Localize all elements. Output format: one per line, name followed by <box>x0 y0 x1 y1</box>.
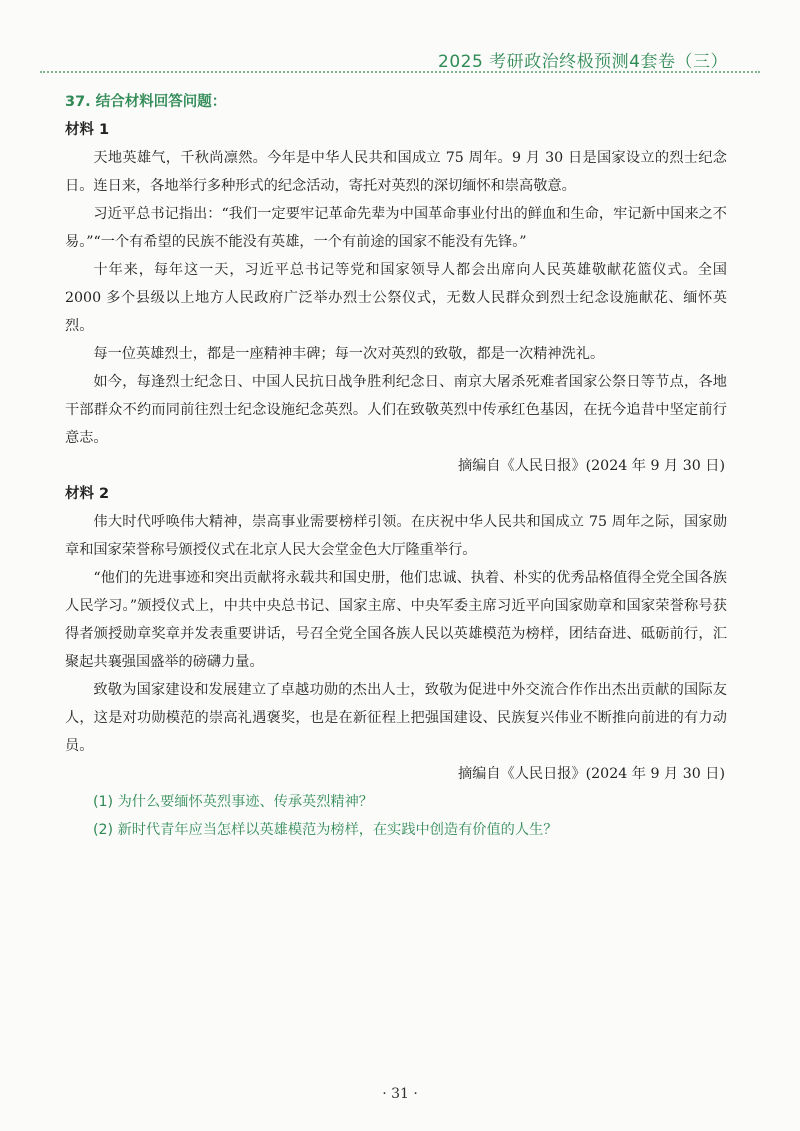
material-2-label: 材料 2 <box>65 486 110 502</box>
page-number: · 31 · <box>382 1086 418 1102</box>
header-title: 2025 考研政治终极预测4套卷（三） <box>438 52 728 72</box>
material-2-paragraph: 伟大时代呼唤伟大精神，崇高事业需要榜样引领。在庆祝中华人民共和国成立 75 周年之际，国家勋章和国家荣誉称号颁授仪式在北京人民大会堂金色大厅隆重举行。 <box>65 514 727 558</box>
material-2-source: 摘编自《人民日报》(2024 年 9 月 30 日) <box>457 766 725 782</box>
sub-question-1: (1) 为什么要缅怀英烈事迹、传承英烈精神？ <box>93 794 373 810</box>
material-1-paragraph: 天地英雄气，千秋尚凛然。今年是中华人民共和国成立 75 周年。9 月 30 日是国家设立的烈士纪念日。连日来，各地举行多种形式的纪念活动，寄托对英烈的深切缅怀和崇高敬意。 <box>65 150 727 194</box>
sub-question-2: (2) 新时代青年应当怎样以英雄模范为榜样，在实践中创造有价值的人生？ <box>93 822 558 838</box>
question-title: 37. 结合材料回答问题： <box>65 94 227 110</box>
header-divider <box>40 71 760 73</box>
material-1-paragraph: 十年来，每年这一天，习近平总书记等党和国家领导人都会出席向人民英雄敬献花篮仪式。全国 2000 多个县级以上地方人民政府广泛举办烈士公祭仪式，无数人民群众到烈士纪念设施献花、缅怀英烈。 <box>65 262 727 334</box>
question-block <box>65 88 727 844</box>
material-1-label: 材料 1 <box>65 122 110 138</box>
material-2-paragraph: “他们的先进事迹和突出贡献将永载共和国史册，他们忠诚、执着、朴实的优秀品格值得全党全国各族人民学习。”颁授仪式上，中共中央总书记、国家主席、中央军委主席习近平向国家勋章和国家荣誉称号获得者颁授勋章奖章并发表重要讲话，号召全党全国各族人民以英雄模范为榜样，团结奋进、砥砺前行，汇聚起共襄强国盛举的磅礴力量。 <box>65 570 727 670</box>
material-1-paragraph: 每一位英雄烈士，都是一座精神丰碑；每一次对英烈的致敬，都是一次精神洗礼。 <box>93 346 605 362</box>
material-1-paragraph: 如今，每逢烈士纪念日、中国人民抗日战争胜利纪念日、南京大屠杀死难者国家公祭日等节点，各地干部群众不约而同前往烈士纪念设施纪念英烈。人们在致敬英烈中传承红色基因，在抚今追昔中坚定前行意志。 <box>65 374 727 446</box>
material-1-source: 摘编自《人民日报》(2024 年 9 月 30 日) <box>457 458 725 474</box>
material-1-paragraph: 习近平总书记指出：“我们一定要牢记革命先辈为中国革命事业付出的鲜血和生命，牢记新中国来之不易。”“一个有希望的民族不能没有英雄，一个有前途的国家不能没有先锋。” <box>65 206 727 250</box>
material-2-paragraph: 致敬为国家建设和发展建立了卓越功勋的杰出人士，致敬为促进中外交流合作作出杰出贡献的国际友人，这是对功勋模范的崇高礼遇褒奖，也是在新征程上把强国建设、民族复兴伟业不断推向前进的有力动员。 <box>65 682 727 754</box>
